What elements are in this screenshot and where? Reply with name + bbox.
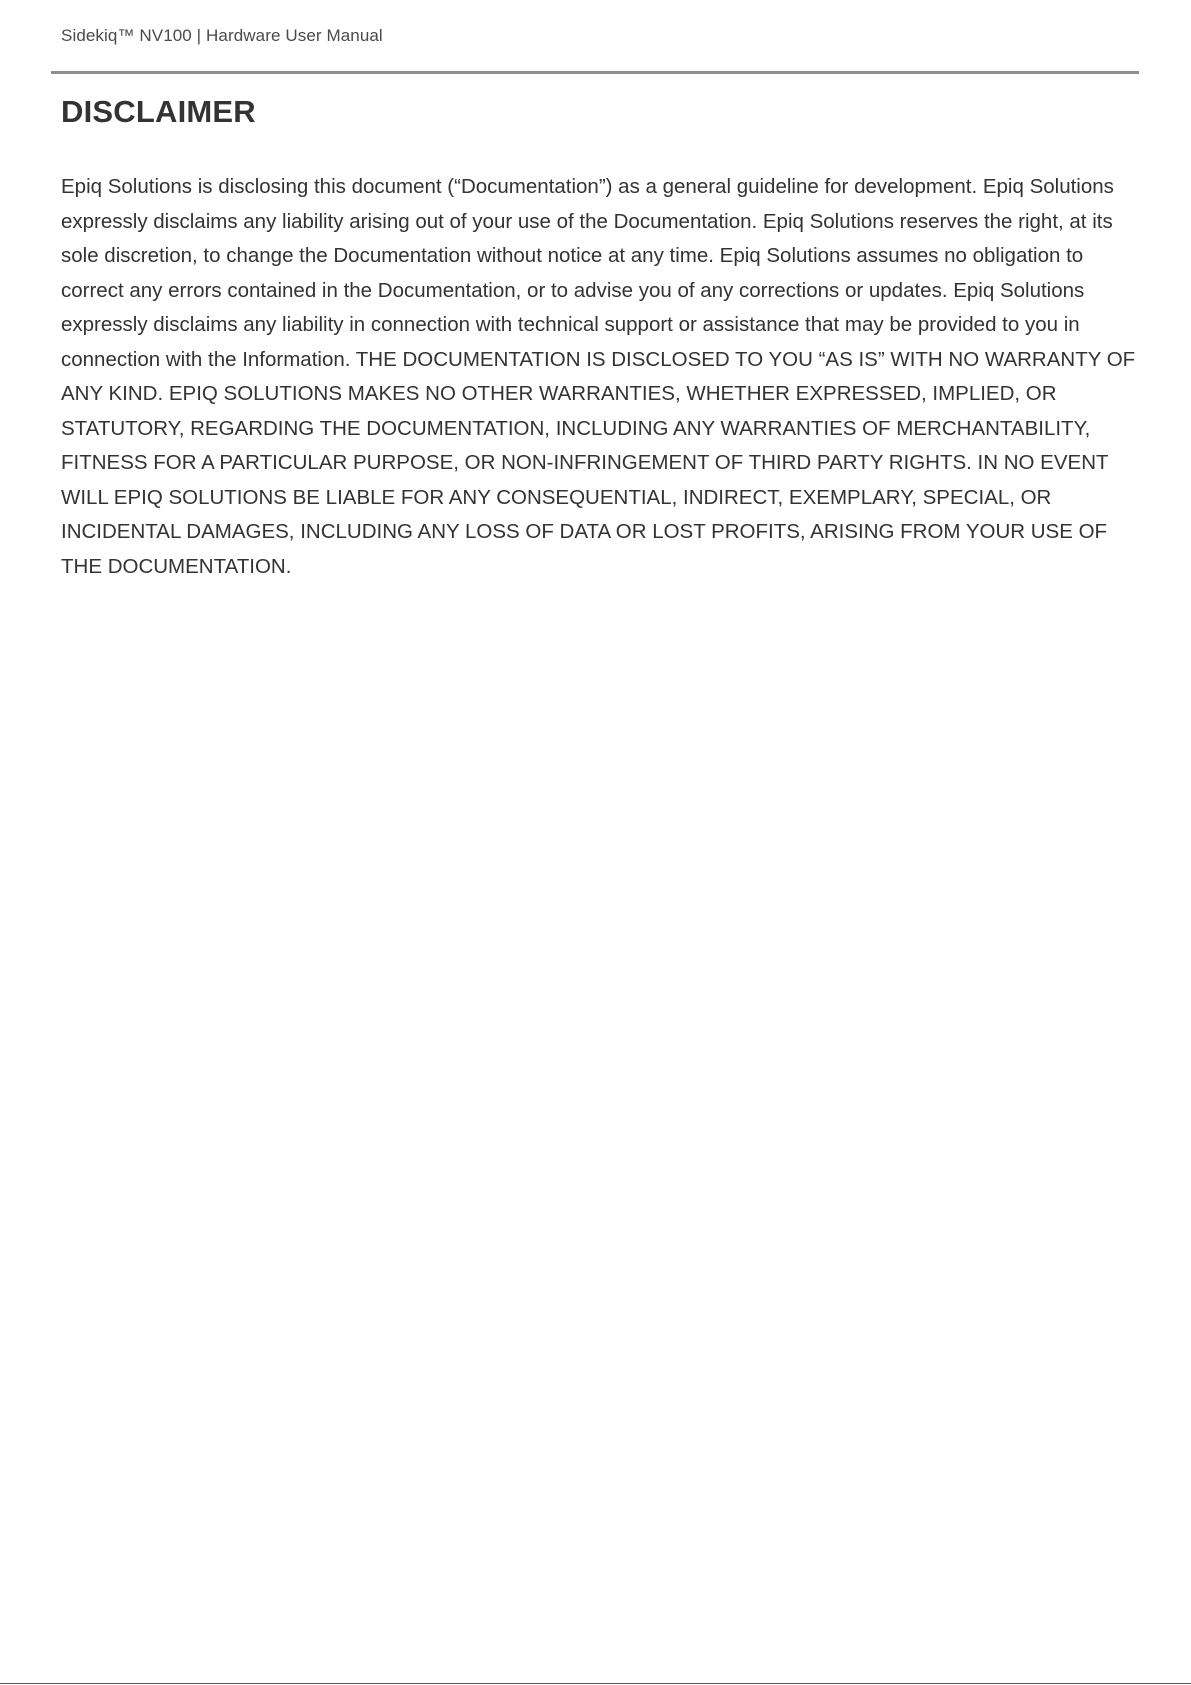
page-bottom-edge (0, 1683, 1191, 1684)
page-header: Sidekiq™ NV100 | Hardware User Manual (61, 26, 383, 45)
header-divider (51, 71, 1139, 74)
disclaimer-paragraph: Epiq Solutions is disclosing this document (“Documentation”) as a general guideline for development. Epiq Solutions expressly disclaims any liability arising out of your use of the Documentation. Epiq Solutions reserves the right, at its sole discretion, to change the Documentation without notice at any time. Epiq Solutions assumes no obligation to correct any errors contained in the Documentation, or to advise you of any corrections or updates. Epiq Solutions expressly disclaims any liability in connection with technical support or assistance that may be provided to you in connection with the Information. THE DOCUMENTATION IS DISCLOSED TO YOU “AS IS” WITH NO WARRANTY OF ANY KIND. EPIQ SOLUTIONS MAKES NO OTHER WARRANTIES, WHETHER EXPRESSED, IMPLIED, OR STATUTORY, REGARDING THE DOCUMENTATION, INCLUDING ANY WARRANTIES OF MERCHANTABILITY, FITNESS FOR A PARTICULAR PURPOSE, OR NON-INFRINGEMENT OF THIRD PARTY RIGHTS. IN NO EVENT WILL EPIQ SOLUTIONS BE LIABLE FOR ANY CONSEQUENTIAL, INDIRECT, EXEMPLARY, SPECIAL, OR INCIDENTAL DAMAGES, INCLUDING ANY LOSS OF DATA OR LOST PROFITS, ARISING FROM YOUR USE OF THE DOCUMENTATION. (61, 175, 1136, 578)
section-title: DISCLAIMER (61, 94, 256, 129)
